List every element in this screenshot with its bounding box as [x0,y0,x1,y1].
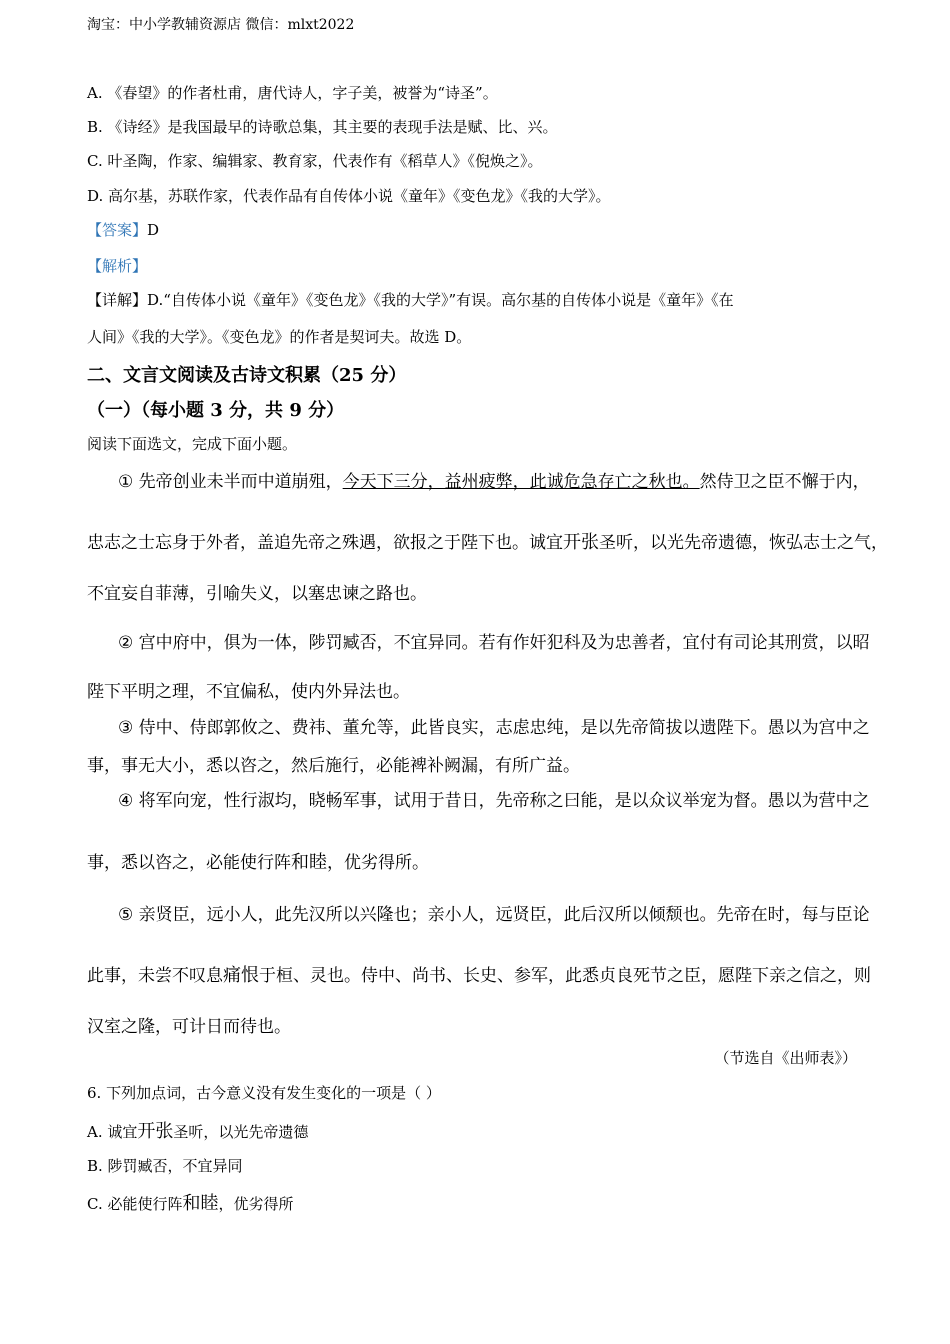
passage-source: （节选自《出师表》） [714,1049,857,1067]
p4-l2-text-a: 事，悉以咨之，必能使行阵 [87,853,291,873]
passage-p3-line2: 事，事无大小，悉以咨之，然后施行，必能裨补阙漏，有所广益。 [87,756,580,776]
q6-c-text-b: ，优劣得所 [218,1195,294,1213]
q6-a-text-b: 圣听，以光先帝遗德 [173,1123,309,1141]
q6-option-c [87,1189,294,1215]
q6-option-b: B. 陟罚臧否，不宜异同 [87,1157,243,1175]
p1-l2-text-b: 圣听，以光先帝遗德，恢弘志士之气， [599,533,888,553]
q6-stem: 6. 下列加点词，古今意义没有发生变化的一项是（ ） [87,1084,441,1102]
answer-label: 【答案】 [87,221,148,239]
answer-value: D [147,221,160,239]
detail-line-1 [87,289,734,310]
q6-a-text-a: A. 诚宜 [87,1123,138,1141]
q6-c-dotted-word: 和睦 [182,1193,219,1214]
p1-text-a: ① 先帝创业未半而中道崩殂， [118,472,343,492]
detail-text-1: D.“自传体小说《童年》《变色龙》《我的大学》”有误。高尔基的自传体小说是《童年》《在 [147,291,734,309]
analysis-label: 【解析】 [87,257,148,275]
passage-p5-line2 [87,961,871,987]
p5-l2-text-b: 于桓、灵也。侍中、尚书、长史、参军，此悉贞良死节之臣，愿陛下亲之信之，则 [259,966,871,986]
dotted-word-hemu: 和睦 [291,852,327,873]
p1-l2-text-a: 忠志之士忘身于外者，盖追先帝之殊遇，欲报之于陛下也。诚宜 [87,533,563,553]
q5-option-c: C. 叶圣陶，作家、编辑家、教育家，代表作有《稻草人》《倪焕之》。 [87,152,543,170]
q5-option-d: D. 高尔基，苏联作家，代表作品有自传体小说《童年》《变色龙》《我的大学》。 [87,187,611,205]
passage-p1-line2 [87,528,888,554]
q6-a-dotted-word: 开张 [137,1121,174,1142]
passage-p4-line1: ④ 将军向宠，性行淑均，晓畅军事，试用于昔日，先帝称之曰能，是以众议举宠为督。愚以为营中之 [118,791,870,811]
q6-option-a [87,1117,308,1143]
detail-line-2: 人间》《我的大学》。《变色龙》的作者是契诃夫。故选 D。 [87,328,472,346]
passage-p1-line3: 不宜妄自菲薄，引喻失义，以塞忠谏之路也。 [87,584,427,604]
passage-p3-line1: ③ 侍中、侍郎郭攸之、费祎、董允等，此皆良实，志虑忠纯，是以先帝简拔以遗陛下。愚以为宫中之 [118,718,870,738]
dotted-word-tonghen: 痛恨 [223,965,259,986]
passage-p5-line3: 汉室之隆，可计日而待也。 [87,1017,291,1037]
instruction: 阅读下面选文，完成下面小题。 [87,435,298,453]
passage-p2-line1: ② 宫中府中，俱为一体，陟罚臧否，不宜异同。若有作奸犯科及为忠善者，宜付有司论其刑赏，以昭 [118,633,870,653]
passage-p1-line1 [118,467,870,492]
detail-label: 【详解】 [87,291,148,309]
p4-l2-text-b: ，优劣得所。 [327,853,429,873]
p1-text-b: 然侍卫之臣不懈于内， [699,472,870,492]
q5-option-b: B. 《诗经》是我国最早的诗歌总集，其主要的表现手法是赋、比、兴。 [87,118,558,136]
subsection-title: （一）（每小题 3 分，共 9 分） [87,400,345,421]
p5-l2-text-a: 此事，未尝不叹息 [87,966,223,986]
section-title: 二、文言文阅读及古诗文积累（25 分） [87,365,407,386]
passage-p4-line2 [87,848,429,874]
answer-line [87,219,159,240]
passage-p5-line1: ⑤ 亲贤臣，远小人，此先汉所以兴隆也；亲小人，远贤臣，此后汉所以倾颓也。先帝在时，每与臣论 [118,905,870,925]
dotted-word-kaizhang: 开张 [563,532,599,553]
q5-option-a: A. 《春望》的作者杜甫，唐代诗人，字子美，被誉为“诗圣”。 [87,84,498,102]
page-header: 淘宝：中小学教辅资源店 微信：mlxt2022 [87,17,355,33]
p1-underlined-sentence: 今天下三分，益州疲弊，此诚危急存亡之秋也。 [342,472,700,492]
q6-c-text-a: C. 必能使行阵 [87,1195,183,1213]
passage-p2-line2: 陛下平明之理，不宜偏私，使内外异法也。 [87,682,410,702]
